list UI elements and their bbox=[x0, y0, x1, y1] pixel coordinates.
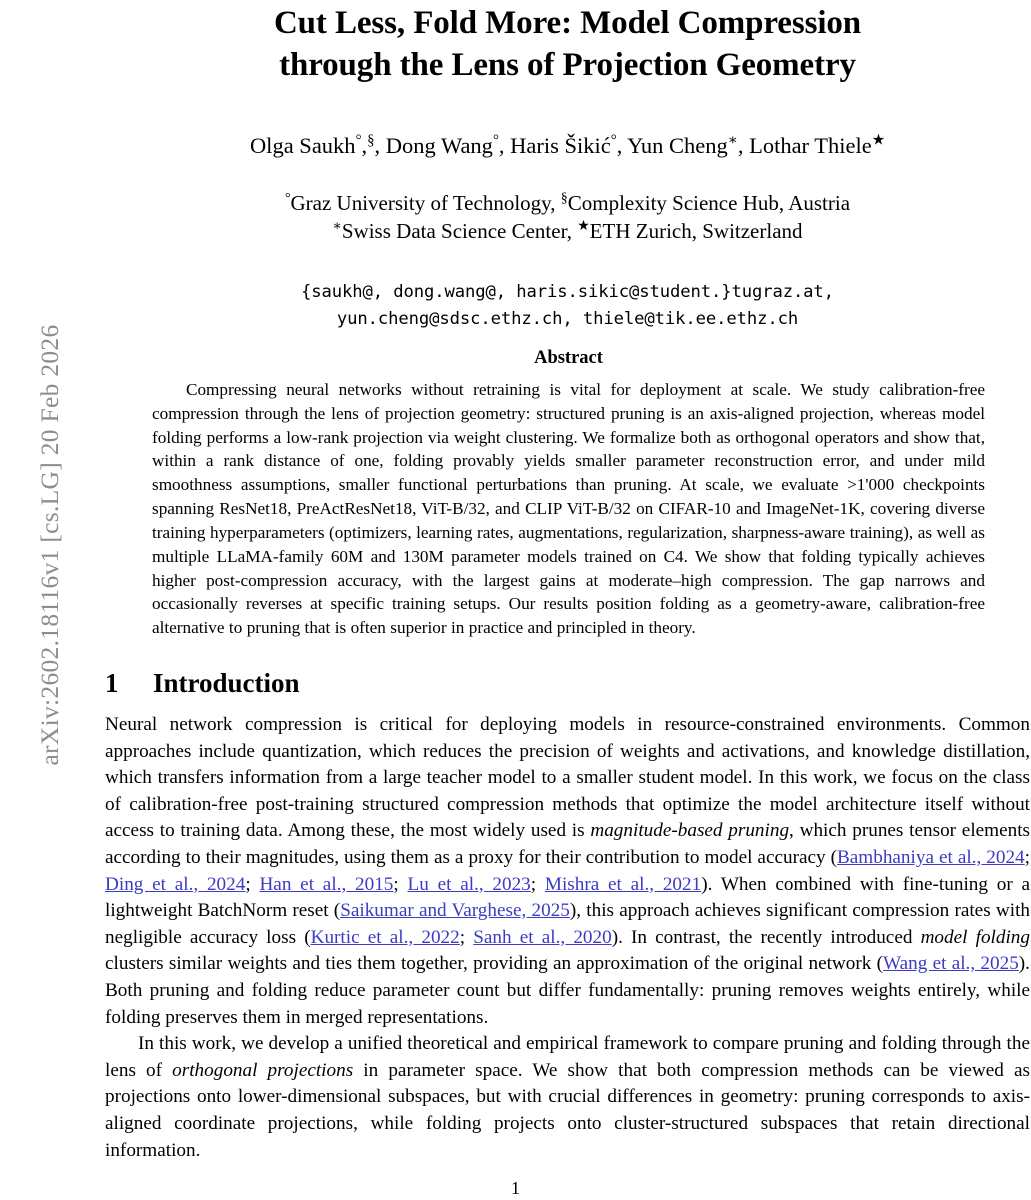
affiliation-mark: § bbox=[367, 132, 375, 149]
citation-kurtic-2022[interactable]: Kurtic et al., 2022 bbox=[310, 926, 460, 948]
abstract-section bbox=[152, 348, 985, 640]
section-number: 1 bbox=[105, 668, 119, 698]
affiliation-mark: ° bbox=[610, 132, 617, 149]
citation-sanh-2020[interactable]: Sanh et al., 2020 bbox=[473, 926, 612, 948]
paragraph-1 bbox=[105, 712, 1030, 1031]
affiliation-mark: ★ bbox=[871, 132, 886, 149]
paragraph-2 bbox=[105, 1031, 1030, 1164]
p1-sep-1: ; bbox=[1024, 846, 1030, 868]
citation-wang-2025[interactable]: Wang et al., 2025 bbox=[883, 953, 1019, 975]
p2-text-a: In this work, we develop a unified theoretical and empirical framework to compare pruning and folding through the lens of bbox=[105, 1033, 1030, 1081]
section-title: Introduction bbox=[153, 668, 300, 698]
citation-saikumar-varghese-2025[interactable]: Saikumar and Varghese, 2025 bbox=[340, 900, 570, 922]
section-introduction-header bbox=[105, 668, 1030, 699]
citation-lu-2023[interactable]: Lu et al., 2023 bbox=[407, 873, 531, 895]
page-title bbox=[105, 0, 1030, 86]
affiliation-mark: ° bbox=[492, 132, 499, 149]
affiliation-line-1: °Graz University of Technology, §Complexity Science Hub, Austria bbox=[284, 189, 851, 215]
p1-text-a: Neural network compression is critical for deploying models in resource-constrained environments. Common approaches include quantization, which reduces the precision of weights and activations, and knowledge distillation, which transfers information from a large teacher model to a smaller student model. In this work, we focus on the class of calibration-free post-training structured compression methods that optimize the model architecture itself without access to training data. Among these, the most widely used is bbox=[105, 714, 1030, 842]
abstract-text: Compressing neural networks without retraining is vital for deployment at scale. We study calibration-free compression through the lens of projection geometry: structured pruning is an axis-aligned projection, whereas model folding performs a low-rank projection via weight clustering. We formalize both as orthogonal operators and show that, within a rank distance of one, folding provably yields smaller parameter reconstruction error, and under mild smoothness assumptions, smaller functional perturbations than pruning. At scale, we evaluate >1'000 checkpoints spanning ResNet18, PreActResNet18, ViT-B/32, and CLIP ViT-B/32 on CIFAR-10 and ImageNet-1K, covering diverse training hyperparameters (optimizers, learning rates, augmentations, regularization, sharpness-aware training), as well as multiple LLaMA-family 60M and 130M parameter models trained on C4. We show that folding typically achieves higher post-compression accuracy, with the largest gains at moderate–high compression. The gap narrows and occasionally reverses at specific training setups. Our results position folding as a geometry-aware, calibration-free alternative to pruning that is often superior in practice and principled in theory. bbox=[152, 380, 985, 638]
citation-han-2015[interactable]: Han et al., 2015 bbox=[259, 873, 394, 895]
p1-text-e: ). In contrast, the recently introduced bbox=[611, 926, 921, 948]
affiliation-line-2: ∗Swiss Data Science Center, ★ETH Zurich, Switzerland bbox=[332, 218, 803, 244]
p1-text-g: ). Both pruning and folding reduce parameter count but differ fundamentally: pruning removes weights entirely, while folding preserves them in merged representations. bbox=[105, 953, 1030, 1028]
page-number-footer: 1 bbox=[511, 1178, 520, 1198]
body-text bbox=[105, 712, 1030, 1164]
citation-bambhaniya-2024[interactable]: Bambhaniya et al., 2024 bbox=[836, 846, 1025, 868]
email-line-2: yun.cheng@sdsc.ethz.ch, thiele@tik.ee.ethz.ch bbox=[336, 309, 799, 330]
affiliation-block bbox=[105, 189, 1030, 246]
p1-italic-model-folding: model folding bbox=[920, 926, 1030, 948]
p1-text-b: , which prunes tensor elements according to their magnitudes, using them as a proxy for their contribution to model accuracy ( bbox=[105, 820, 1031, 868]
affiliation-mark: ° bbox=[355, 132, 362, 149]
affiliation-mark: ∗ bbox=[332, 218, 342, 234]
title-line-2: through the Lens of Projection Geometry bbox=[279, 47, 856, 84]
affiliation-mark: ° bbox=[284, 189, 291, 205]
email-block bbox=[105, 279, 1030, 332]
p1-text-c: ). When combined with fine-tuning or a lightweight BatchNorm reset ( bbox=[105, 873, 1030, 922]
p1-sep-2: ; bbox=[245, 873, 260, 895]
p1-text-f: clusters similar weights and ties them together, providing an approximation of the original network ( bbox=[105, 953, 884, 975]
p1-sep-5: ; bbox=[459, 926, 474, 948]
email-line-1: {saukh@, dong.wang@, haris.sikic@student.}tugraz.at, bbox=[301, 282, 834, 303]
p1-sep-4: ; bbox=[530, 873, 545, 895]
p2-italic-orthogonal-projections: orthogonal projections bbox=[172, 1059, 354, 1081]
p1-text-d: ), this approach achieves significant compression rates with negligible accuracy loss ( bbox=[105, 900, 1030, 948]
author-list: Olga Saukh°,§, Dong Wang°, Haris Šikić°, Yun Cheng∗, Lothar Thiele★ bbox=[249, 132, 886, 159]
affiliation-mark: ∗ bbox=[727, 132, 738, 149]
p1-italic-magnitude-based-pruning: magnitude-based pruning bbox=[590, 820, 790, 842]
arxiv-identifier-stamp: arXiv:2602.18116v1 [cs.LG] 20 Feb 2026 bbox=[35, 324, 64, 766]
title-line-1: Cut Less, Fold More: Model Compression bbox=[273, 5, 862, 41]
affiliation-mark: § bbox=[560, 189, 568, 205]
section-heading bbox=[105, 668, 1030, 699]
citation-ding-2024[interactable]: Ding et al., 2024 bbox=[105, 873, 246, 895]
p1-sep-3: ; bbox=[393, 873, 408, 895]
citation-mishra-2021[interactable]: Mishra et al., 2021 bbox=[544, 873, 702, 895]
affiliation-mark: ★ bbox=[577, 218, 590, 234]
p2-text-b: in parameter space. We show that both compression methods can be viewed as projections onto lower-dimensional subspaces, but with crucial differences in geometry: pruning corresponds to axis-aligned coordinate projections, while folding projects onto cluster-structured subspaces that retain directional information. bbox=[105, 1059, 1030, 1161]
abstract-heading: Abstract bbox=[534, 348, 603, 368]
title-block bbox=[105, 0, 1030, 333]
